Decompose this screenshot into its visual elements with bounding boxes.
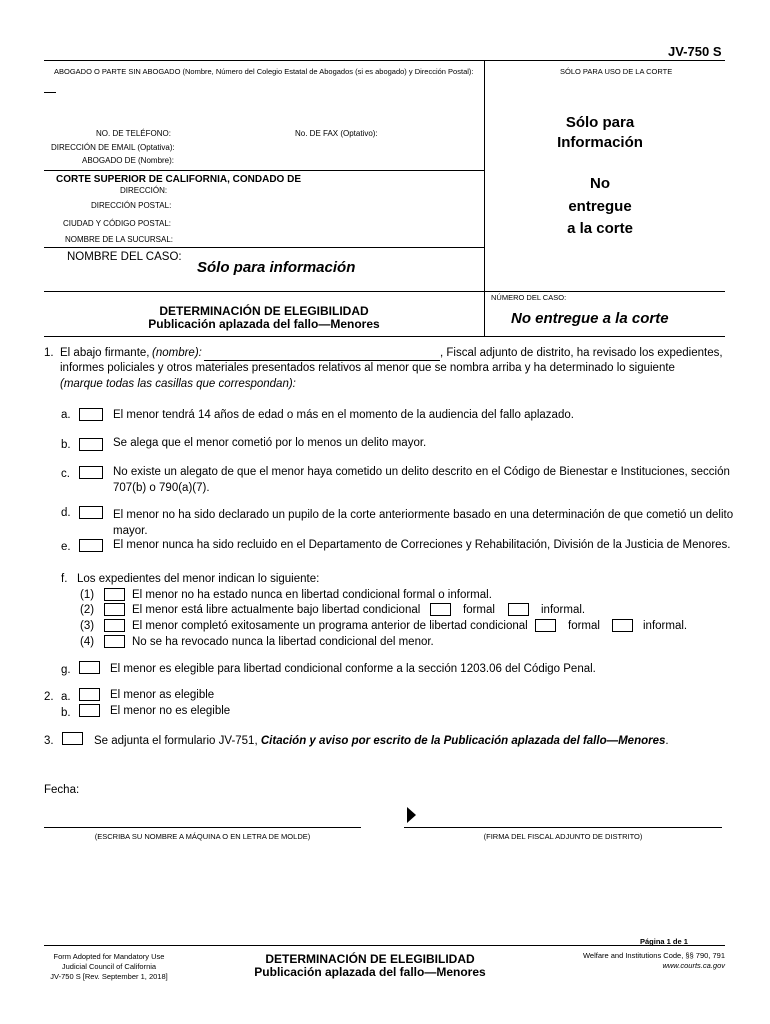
item2b-text: El menor no es elegible (110, 705, 231, 717)
title-main: DETERMINACIÓN DE ELEGIBILIDAD (159, 304, 369, 318)
item1e-text: El menor nunca ha sido recluido en el Departamento de Correciones y Rehabilitación, División de la Justicia de Menores. (113, 539, 731, 551)
title-section-border (44, 291, 725, 292)
court-section-border (44, 247, 484, 248)
item3-text (94, 735, 669, 747)
item1g-checkbox[interactable] (79, 661, 100, 674)
item1f1-checkbox[interactable] (104, 588, 125, 601)
item3-checkbox[interactable] (62, 732, 83, 745)
item3-text-a: Se adjunta el formulario JV-751, (94, 735, 258, 747)
footer-url[interactable]: www.courts.ca.gov (662, 961, 725, 970)
item1f-text: Los expedientes del menor indican lo siguiente: (77, 573, 320, 585)
item3-form-title: Citación y aviso por escrito de la Publicación aplazada del fallo—Menores (260, 735, 666, 747)
item1-intro-b: , Fiscal adjunto de distrito, ha revisado los expedientes, (440, 347, 723, 359)
item1c-text-2: 707(b) o 790(a)(7). (113, 482, 210, 494)
item1f-label: f. (61, 573, 68, 585)
signature-caption: (FIRMA DEL FISCAL ADJUNTO DE DISTRITO) (483, 832, 643, 841)
item1c-checkbox[interactable] (79, 466, 103, 479)
title-sub: Publicación aplazada del fallo—Menores (148, 317, 380, 331)
email-label: DIRECCIÓN DE EMAIL (Optativa): (51, 143, 175, 152)
attorney-for-label: ABOGADO DE (Nombre): (82, 156, 175, 165)
mailing-label: DIRECCIÓN POSTAL: (91, 201, 172, 210)
footer-adopted-1: Form Adopted for Mandatory Use (53, 952, 165, 961)
footer-adopted-3: JV-750 S [Rev. September 1, 2018] (50, 972, 168, 981)
item1-intro-d: (marque todas las casillas que correspondan): (60, 378, 296, 390)
item1b-text: Se alega que el menor cometió por lo menos un delito mayor. (113, 437, 427, 449)
item2b-label: b. (61, 707, 71, 719)
item2a-text: El menor as elegible (110, 689, 215, 701)
item1e-checkbox[interactable] (79, 539, 103, 552)
item1f2-formal-checkbox[interactable] (430, 603, 451, 616)
case-name-label: NOMBRE DEL CASO: (67, 251, 182, 263)
court-use-label: SÓLO PARA USO DE LA CORTE (560, 67, 673, 76)
item1f1-num: (1) (80, 589, 95, 601)
case-number-label: NÚMERO DEL CASO: (491, 293, 567, 302)
footer-title-main: DETERMINACIÓN DE ELEGIBILIDAD (265, 952, 475, 966)
item1f4-num: (4) (80, 636, 95, 648)
item1f2-num: (2) (80, 604, 95, 616)
item1f4-text: No se ha revocado nunca la libertad condicional del menor. (132, 636, 434, 648)
item1c-label: c. (61, 468, 70, 480)
case-number-value: No entregue a la corte (511, 310, 669, 327)
court-name: CORTE SUPERIOR DE CALIFORNIA, CONDADO DE (56, 174, 302, 185)
footer-code: Welfare and Institutions Code, §§ 790, 791 (582, 951, 725, 960)
fax-label: No. DE FAX (Optativo): (295, 129, 378, 138)
item1f3-formal-checkbox[interactable] (535, 619, 556, 632)
item1a-label: a. (61, 409, 71, 421)
item1f3-informal-label: informal. (643, 620, 688, 632)
item1f2-checkbox[interactable] (104, 603, 125, 616)
item1g-label: g. (61, 664, 71, 676)
footer-title-sub: Publicación aplazada del fallo—Menores (254, 965, 486, 979)
header-top-border (44, 60, 725, 61)
item1f1-text: El menor no ha estado nunca en libertad condicional formal o informal. (132, 589, 492, 601)
form-id: JV-750 S (668, 44, 722, 59)
item3-text-c: . (665, 735, 669, 747)
item1d-label: d. (61, 507, 71, 519)
item1c-text-1: No existe un alegato de que el menor haya cometido un delito descrito en el Código de Bienestar e Instituciones, sección (113, 466, 730, 478)
stamp-line-1: Sólo para (565, 114, 635, 131)
item1d-text-2: mayor. (113, 525, 148, 537)
attorney-label: ABOGADO O PARTE SIN ABOGADO (Nombre, Número del Colegio Estatal de Abogados (si es abogado) y Dirección Postal): (54, 67, 474, 76)
item1f3-num: (3) (80, 620, 95, 632)
address-label: DIRECCIÓN: (120, 186, 168, 195)
item1a-text: El menor tendrá 14 años de edad o más en el momento de la audiencia del fallo aplazado. (113, 409, 574, 421)
item1b-checkbox[interactable] (79, 438, 103, 451)
item1f3-informal-checkbox[interactable] (612, 619, 633, 632)
header-bottom-border (44, 336, 725, 337)
printed-name-caption: (ESCRIBA SU NOMBRE A MÁQUINA O EN LETRA DE MOLDE) (94, 832, 311, 841)
item1f2-formal-label: formal (463, 604, 495, 616)
signature-arrow-icon (407, 807, 416, 823)
item2a-checkbox[interactable] (79, 688, 100, 701)
item1d-text-1: El menor no ha sido declarado un pupilo de la corte anteriormente basado en una determinación de que cometió un delito (113, 509, 734, 521)
stamp-line-5: a la corte (567, 220, 633, 237)
item1f2-informal-checkbox[interactable] (508, 603, 529, 616)
item1-num: 1. (44, 347, 54, 359)
stamp-line-3: No (590, 175, 610, 192)
item2a-label: a. (61, 691, 71, 703)
item1g-text: El menor es elegible para libertad condicional conforme a la sección 1203.06 del Código Penal. (110, 663, 596, 675)
signature-line[interactable] (404, 827, 722, 828)
item1f4-checkbox[interactable] (104, 635, 125, 648)
item1f2-informal-label: informal. (541, 604, 586, 616)
stamp-line-4: entregue (568, 198, 632, 215)
footer-border (44, 945, 725, 946)
item1b-label: b. (61, 439, 71, 451)
footer-adopted (44, 952, 174, 982)
printed-name-line[interactable] (44, 827, 361, 828)
item2-num: 2. (44, 691, 54, 703)
date-label: Fecha: (44, 784, 80, 796)
attorney-section-border (44, 170, 484, 171)
item1f3-formal-label: formal (568, 620, 600, 632)
item1d-checkbox[interactable] (79, 506, 103, 519)
item1-intro-c: informes policiales y otros materiales presentados relativos al menor que se nombra arriba y ha determinado lo siguiente (60, 362, 675, 374)
name-input-line (204, 360, 440, 361)
item1a-checkbox[interactable] (79, 408, 103, 421)
item1-intro-name: (nombre): (152, 347, 202, 359)
footer-adopted-2: Judicial Council of California (61, 962, 157, 971)
item1f3-checkbox[interactable] (104, 619, 125, 632)
page-number: Página 1 de 1 (640, 937, 688, 946)
item1-intro-a: El abajo firmante, (60, 347, 150, 359)
city-label: CIUDAD Y CÓDIGO POSTAL: (63, 219, 172, 228)
stamp-line-2: Información (557, 134, 643, 151)
case-name-value: Sólo para información (197, 259, 356, 276)
attorney-mark (44, 92, 56, 93)
item3-num: 3. (44, 735, 54, 747)
phone-label: NO. DE TELÉFONO: (96, 129, 171, 138)
item1e-label: e. (61, 541, 71, 553)
branch-label: NOMBRE DE LA SUCURSAL: (65, 235, 174, 244)
header-divider (484, 60, 485, 336)
item2b-checkbox[interactable] (79, 704, 100, 717)
item1f2-text: El menor está libre actualmente bajo libertad condicional (132, 604, 421, 616)
item1f3-text: El menor completó exitosamente un programa anterior de libertad condicional (132, 620, 528, 632)
